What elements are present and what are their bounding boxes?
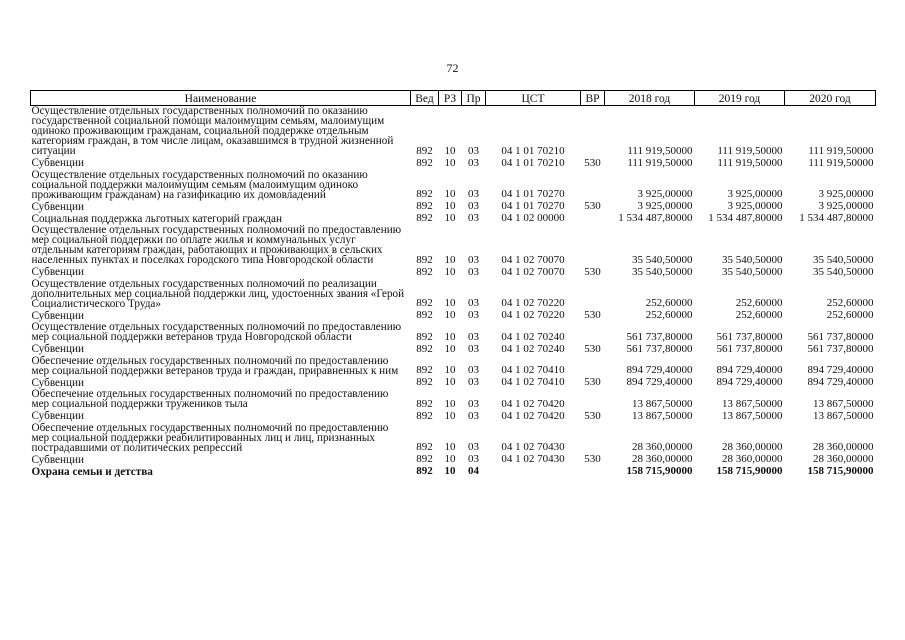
row-pr-cell: 03 <box>468 364 479 376</box>
row-vr-cell <box>581 170 605 202</box>
row-name-cell: Субвенции <box>31 410 84 422</box>
row-vr-cell <box>581 225 605 267</box>
row-vr-cell: 530 <box>584 200 601 212</box>
table-row <box>31 466 876 478</box>
row-2018-cell: 561 737,80000 <box>626 342 693 355</box>
row-2018-cell: 252,60000 <box>645 309 693 321</box>
column-header-2019: 2019 год <box>695 91 785 106</box>
row-ved-cell: 892 <box>416 265 433 278</box>
row-rz-cell: 10 <box>444 200 456 212</box>
row-name-cell: Субвенции <box>31 200 84 213</box>
row-cst-cell: 04 1 02 70220 <box>501 297 565 309</box>
row-pr-cell: 03 <box>468 156 479 169</box>
row-pr-cell: 04 <box>468 465 479 477</box>
row-pr-cell: 03 <box>468 441 479 453</box>
row-rz-cell: 10 <box>444 465 456 477</box>
row-rz-cell: 10 <box>444 397 456 410</box>
row-2020-cell: 561 737,80000 <box>807 342 874 355</box>
row-vr-cell <box>581 106 605 158</box>
row-vr-cell: 530 <box>584 409 601 422</box>
row-2018-cell: 35 540,50000 <box>632 265 693 278</box>
row-cst-cell: 04 1 02 70430 <box>501 441 565 453</box>
row-ved-cell: 892 <box>416 453 433 465</box>
row-2019-cell: 35 540,50000 <box>722 265 783 278</box>
table-row <box>31 267 876 279</box>
row-2019-cell: 561 737,80000 <box>716 342 783 355</box>
row-rz-cell: 10 <box>444 330 456 343</box>
row-vr-cell <box>581 466 605 478</box>
table-header-row <box>31 91 876 106</box>
row-vr-cell: 530 <box>584 376 601 388</box>
row-cst-cell: 04 1 02 70410 <box>501 376 565 388</box>
column-header-rz: РЗ <box>439 91 462 106</box>
row-2019-cell: 3 925,00000 <box>727 188 783 200</box>
row-rz-cell: 10 <box>444 253 456 266</box>
row-rz-cell: 10 <box>444 376 456 388</box>
row-2019-cell: 894 729,40000 <box>716 376 783 388</box>
row-cst-cell: 04 1 01 70270 <box>501 200 565 212</box>
row-pr-cell: 03 <box>468 309 479 321</box>
row-2019-cell: 35 540,50000 <box>722 253 783 266</box>
row-2019-cell: 13 867,50000 <box>722 409 783 422</box>
row-cst-cell: 04 1 02 70420 <box>501 397 565 410</box>
row-pr-cell: 03 <box>468 144 479 157</box>
column-header-cst: ЦСТ <box>486 91 581 106</box>
row-ved-cell: 892 <box>416 342 433 355</box>
row-rz-cell: 10 <box>444 409 456 422</box>
row-pr-cell: 03 <box>468 200 479 212</box>
row-rz-cell: 10 <box>444 441 456 453</box>
row-2019-cell: 28 360,00000 <box>722 441 783 453</box>
row-cst-cell: 04 1 02 70070 <box>501 265 565 278</box>
row-2019-cell: 894 729,40000 <box>716 364 783 376</box>
row-vr-cell: 530 <box>584 453 601 465</box>
row-name-cell: Осуществление отдельных государственных полномочий по предоставлению мер социальной поддержки ветеранов труда Новгородской области <box>31 321 402 343</box>
row-rz-cell: 10 <box>444 309 456 321</box>
row-vr-cell <box>581 356 605 378</box>
row-2019-cell: 3 925,00000 <box>727 200 783 212</box>
row-2020-cell: 28 360,00000 <box>813 441 874 453</box>
row-cst-cell: 04 1 02 00000 <box>501 212 565 224</box>
row-ved-cell: 892 <box>416 309 433 321</box>
table-row <box>31 158 876 170</box>
row-rz-cell: 10 <box>444 188 456 200</box>
row-vr-cell <box>581 389 605 411</box>
row-rz-cell: 10 <box>444 265 456 278</box>
row-pr-cell: 03 <box>468 330 479 343</box>
row-2020-cell: 35 540,50000 <box>813 265 874 278</box>
row-2019-cell: 252,60000 <box>735 297 783 309</box>
row-2018-cell: 13 867,50000 <box>632 397 693 410</box>
row-ved-cell: 892 <box>416 364 433 376</box>
row-name-cell: Осуществление отдельных государственных полномочий по оказанию социальной поддержки малоимущим семьям (малоимущим одиноко проживающим гражданам) на газификацию их домовладений <box>31 168 368 201</box>
row-name-cell: Субвенции <box>31 266 84 278</box>
row-2020-cell: 894 729,40000 <box>807 364 874 376</box>
row-2019-cell: 111 919,50000 <box>717 144 783 157</box>
row-name-cell: Субвенции <box>31 157 84 169</box>
table-row <box>31 279 876 311</box>
row-cst-cell: 04 1 02 70430 <box>501 453 565 465</box>
row-name-cell: Субвенции <box>31 453 84 466</box>
row-2019-cell: 28 360,00000 <box>722 453 783 465</box>
row-2019-cell: 561 737,80000 <box>716 330 783 343</box>
table-row <box>31 225 876 267</box>
row-cst-cell: 04 1 01 70270 <box>501 188 565 200</box>
budget-table <box>30 90 876 478</box>
row-2019-cell: 252,60000 <box>735 309 783 321</box>
row-rz-cell: 10 <box>444 297 456 309</box>
row-rz-cell: 10 <box>444 453 456 465</box>
row-ved-cell: 892 <box>416 330 433 343</box>
row-2018-cell: 3 925,00000 <box>637 188 693 200</box>
table-row <box>31 356 876 378</box>
row-name-cell: Обеспечение отдельных государственных полномочий по предоставлению мер социальной поддержки реабилитированных лиц и лиц, признанных пострадавшими от политических репрессий <box>31 421 389 454</box>
row-ved-cell: 892 <box>416 465 433 477</box>
column-header-ved: Вед <box>411 91 439 106</box>
row-cst-cell: 04 1 01 70210 <box>501 156 565 169</box>
row-vr-cell: 530 <box>584 342 601 355</box>
row-2020-cell: 252,60000 <box>826 297 874 309</box>
row-name-cell: Субвенции <box>31 343 84 355</box>
row-ved-cell: 892 <box>416 212 433 224</box>
row-name-cell: Субвенции <box>31 309 84 322</box>
table-row <box>31 106 876 158</box>
row-2018-cell: 1 534 487,80000 <box>618 212 693 224</box>
row-2020-cell: 13 867,50000 <box>813 409 874 422</box>
row-vr-cell: 530 <box>584 265 601 278</box>
row-pr-cell: 03 <box>468 397 479 410</box>
row-name-cell: Осуществление отдельных государственных полномочий по реализации дополнительных мер социальной поддержки лиц, удостоенных звания «Герой Социалистического Труда» <box>31 277 405 310</box>
row-cst-cell: 04 1 01 70210 <box>501 144 565 157</box>
row-rz-cell: 10 <box>444 212 456 224</box>
row-2020-cell: 111 919,50000 <box>808 156 874 169</box>
row-pr-cell: 03 <box>468 297 479 309</box>
row-2020-cell: 28 360,00000 <box>813 453 874 465</box>
row-2018-cell: 111 919,50000 <box>627 156 693 169</box>
row-2019-cell: 158 715,90000 <box>716 465 783 477</box>
row-name-cell: Осуществление отдельных государственных полномочий по оказанию государственной социальной помощи малоимущим семьям, малоимущим одиноко проживающим гражданам, социальной поддержке отдельным категориям граждан, в том числе лицам, оказавшимся в трудной жизненной ситуации <box>31 105 394 157</box>
row-ved-cell: 892 <box>416 441 433 453</box>
row-rz-cell: 10 <box>444 144 456 157</box>
row-name-cell: Осуществление отдельных государственных полномочий по предоставлению мер социальной поддержки по оплате жилья и коммунальных услуг отдельным категориям граждан, работающих и проживающих в сельских населенных пунктах и поселках городского типа Новгородской области <box>31 224 402 266</box>
row-name-cell: Обеспечение отдельных государственных полномочий по предоставлению мер социальной поддержки тружеников тыла <box>31 388 389 410</box>
table-row <box>31 423 876 455</box>
row-cst-cell: 04 1 02 70070 <box>501 253 565 266</box>
table-row <box>31 344 876 356</box>
row-2018-cell: 894 729,40000 <box>626 364 693 376</box>
row-name-cell: Обеспечение отдельных государственных полномочий по предоставлению мер социальной поддержки ветеранов труда и граждан, приравненных к ним <box>31 354 399 377</box>
row-2020-cell: 894 729,40000 <box>807 376 874 388</box>
row-ved-cell: 892 <box>416 156 433 169</box>
row-vr-cell <box>581 213 605 225</box>
row-vr-cell <box>581 322 605 344</box>
row-name-cell: Социальная поддержка льготных категорий граждан <box>31 212 282 225</box>
column-header-name: Наименование <box>31 91 411 106</box>
row-2020-cell: 111 919,50000 <box>808 144 874 157</box>
table-row <box>31 411 876 423</box>
row-2020-cell: 3 925,00000 <box>818 188 874 200</box>
row-ved-cell: 892 <box>416 253 433 266</box>
row-name-cell: Субвенции <box>31 376 84 389</box>
row-pr-cell: 03 <box>468 265 479 278</box>
row-rz-cell: 10 <box>444 156 456 169</box>
row-2018-cell: 35 540,50000 <box>632 253 693 266</box>
row-2018-cell: 158 715,90000 <box>626 465 693 477</box>
row-ved-cell: 892 <box>416 200 433 212</box>
row-2019-cell: 111 919,50000 <box>717 156 783 169</box>
row-pr-cell: 03 <box>468 453 479 465</box>
row-2020-cell: 252,60000 <box>826 309 874 321</box>
row-cst-cell: 04 1 02 70410 <box>501 364 565 376</box>
row-vr-cell <box>581 279 605 311</box>
row-2018-cell: 894 729,40000 <box>626 376 693 388</box>
row-rz-cell: 10 <box>444 364 456 376</box>
column-header-2018: 2018 год <box>605 91 695 106</box>
row-2018-cell: 561 737,80000 <box>626 330 693 343</box>
page-number: 72 <box>446 61 459 75</box>
table-row <box>31 170 876 202</box>
row-vr-cell <box>581 423 605 455</box>
row-ved-cell: 892 <box>416 376 433 388</box>
row-2018-cell: 252,60000 <box>645 297 693 309</box>
row-pr-cell: 03 <box>468 376 479 388</box>
row-2019-cell: 13 867,50000 <box>722 397 783 410</box>
row-2020-cell: 13 867,50000 <box>813 397 874 410</box>
row-pr-cell: 03 <box>468 253 479 266</box>
row-2019-cell: 1 534 487,80000 <box>708 212 783 224</box>
row-rz-cell: 10 <box>444 342 456 355</box>
row-ved-cell: 892 <box>416 144 433 157</box>
row-ved-cell: 892 <box>416 397 433 410</box>
row-2020-cell: 1 534 487,80000 <box>799 212 874 224</box>
row-2020-cell: 35 540,50000 <box>813 253 874 266</box>
row-cst-cell: 04 1 02 70220 <box>501 309 565 321</box>
row-pr-cell: 03 <box>468 342 479 355</box>
row-2020-cell: 158 715,90000 <box>807 465 874 477</box>
row-2018-cell: 28 360,00000 <box>632 441 693 453</box>
row-ved-cell: 892 <box>416 409 433 422</box>
row-2018-cell: 111 919,50000 <box>627 144 693 157</box>
row-2018-cell: 3 925,00000 <box>637 200 693 212</box>
row-ved-cell: 892 <box>416 188 433 200</box>
row-pr-cell: 03 <box>468 409 479 422</box>
row-pr-cell: 03 <box>468 188 479 200</box>
row-2020-cell: 3 925,00000 <box>818 200 874 212</box>
column-header-2020: 2020 год <box>785 91 876 106</box>
table-row <box>31 322 876 344</box>
column-header-pr: Пр <box>462 91 486 106</box>
row-vr-cell: 530 <box>584 309 601 321</box>
table-body <box>31 106 876 479</box>
row-vr-cell: 530 <box>584 156 601 169</box>
row-2018-cell: 13 867,50000 <box>632 409 693 422</box>
row-pr-cell: 03 <box>468 212 479 224</box>
row-2018-cell: 28 360,00000 <box>632 453 693 465</box>
row-2020-cell: 561 737,80000 <box>807 330 874 343</box>
table-row <box>31 389 876 411</box>
row-cst-cell <box>486 466 581 478</box>
row-name-cell: Охрана семьи и детства <box>31 465 153 478</box>
row-cst-cell: 04 1 02 70420 <box>501 409 565 422</box>
column-header-vr: ВР <box>581 91 605 106</box>
row-ved-cell: 892 <box>416 297 433 309</box>
row-cst-cell: 04 1 02 70240 <box>501 330 565 343</box>
row-cst-cell: 04 1 02 70240 <box>501 342 565 355</box>
